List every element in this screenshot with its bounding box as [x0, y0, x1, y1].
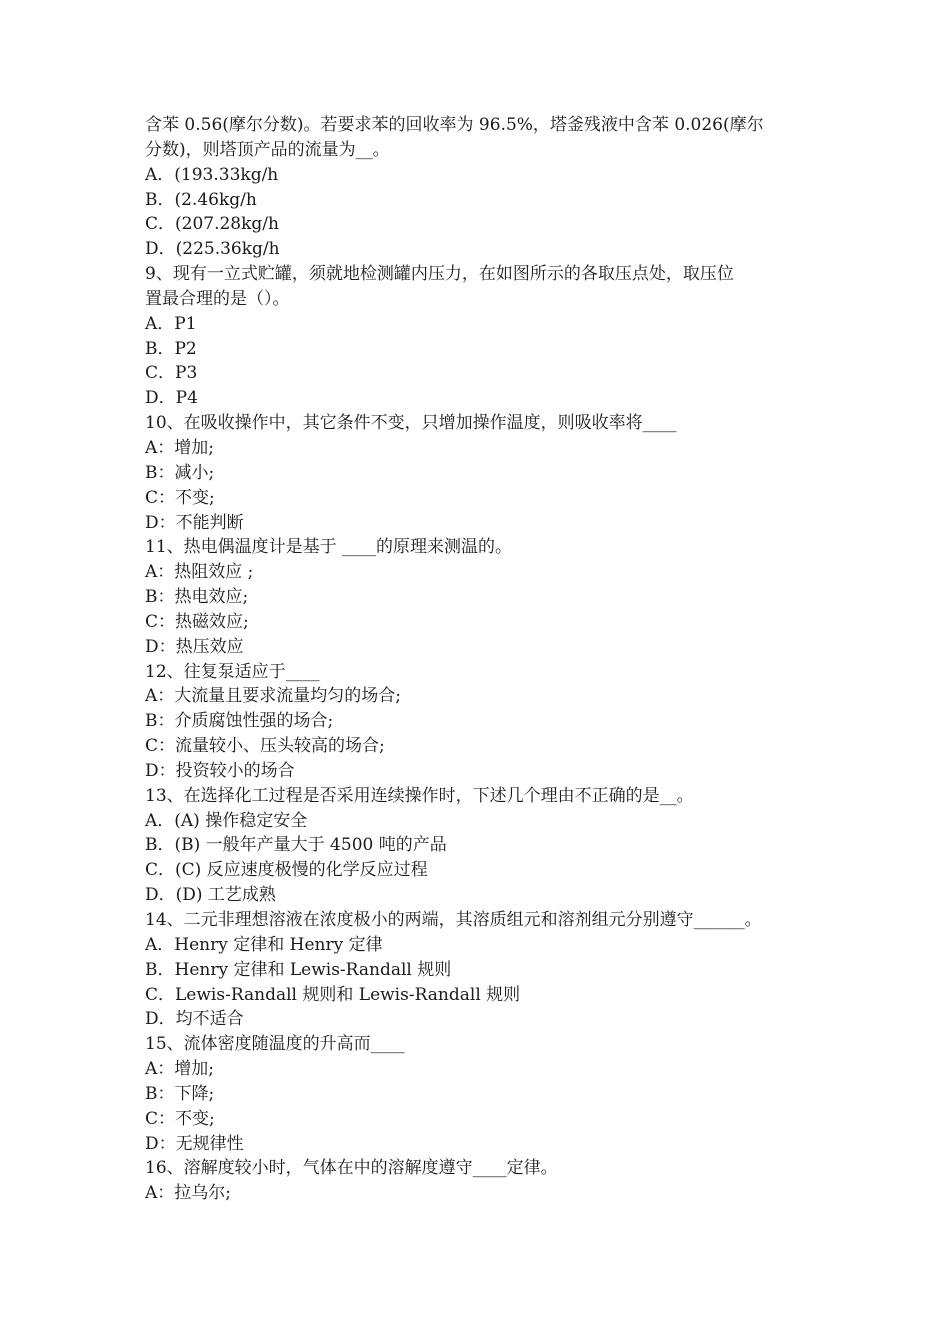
- document-body: [145, 113, 815, 1206]
- answer-option: D：投资较小的场合: [145, 760, 295, 781]
- answer-option: C：流量较小、压头较高的场合;: [145, 736, 385, 757]
- answer-option: D．(225.36kg/h: [145, 239, 280, 260]
- answer-option: B．Henry 定律和 Lewis-Randall 规则: [145, 959, 452, 980]
- answer-option: D．均不适合: [145, 1009, 244, 1030]
- question-text-line: 含苯 0.56(摩尔分数)。若要求苯的回收率为 96.5%，塔釜残液中含苯 0.026(摩尔: [145, 115, 764, 135]
- answer-option: B．P2: [145, 338, 197, 359]
- answer-option: B．(2.46kg/h: [145, 189, 257, 210]
- answer-option: B．(B) 一般年产量大于 4500 吨的产品: [145, 835, 447, 856]
- question-text-line: 分数)，则塔顶产品的流量为__。: [145, 139, 390, 160]
- answer-option: D．(D) 工艺成熟: [145, 885, 276, 906]
- answer-option: B：下降;: [145, 1083, 215, 1104]
- answer-option: B：热电效应;: [145, 587, 249, 608]
- question-11-text: 11、热电偶温度计是基于 ____的原理来测温的。: [145, 537, 513, 558]
- answer-option: A：热阻效应 ;: [145, 562, 254, 583]
- question-15-text: 15、流体密度随温度的升高而____: [145, 1034, 405, 1055]
- answer-option: A：大流量且要求流量均匀的场合;: [145, 686, 402, 707]
- question-12-text: 12、往复泵适应于____: [145, 661, 320, 682]
- answer-option: B：介质腐蚀性强的场合;: [145, 711, 334, 732]
- answer-option: C：不变;: [145, 487, 215, 508]
- answer-option: D．P4: [145, 388, 198, 409]
- answer-option: A．P1: [145, 313, 197, 334]
- question-13-text: 13、在选择化工过程是否采用连续操作时，下述几个理由不正确的是__。: [145, 785, 694, 806]
- answer-option: C：热磁效应;: [145, 611, 249, 632]
- question-14-text: 14、二元非理想溶液在浓度极小的两端，其溶质组元和溶剂组元分别遵守______。: [145, 910, 762, 930]
- question-9-text: 置最合理的是（）。: [145, 288, 290, 309]
- question-9-text: 9、现有一立式贮罐，须就地检测罐内压力，在如图所示的各取压点处，取压位: [145, 264, 734, 285]
- answer-option: D：热压效应: [145, 636, 244, 657]
- answer-option: A．(A) 操作稳定安全: [145, 810, 308, 831]
- answer-option: A．(193.33kg/h: [145, 164, 279, 185]
- answer-option: A：增加;: [145, 437, 215, 458]
- question-10-text: 10、在吸收操作中，其它条件不变，只增加操作温度，则吸收率将____: [145, 413, 677, 434]
- answer-option: C．(207.28kg/h: [145, 214, 279, 235]
- answer-option: C：不变;: [145, 1108, 215, 1129]
- answer-option: C．P3: [145, 363, 198, 384]
- question-16-text: 16、溶解度较小时，气体在中的溶解度遵守____定律。: [145, 1158, 558, 1179]
- answer-option: D：不能判断: [145, 512, 244, 533]
- answer-option: B：减小;: [145, 462, 215, 483]
- answer-option: A：拉乌尔;: [145, 1183, 232, 1204]
- answer-option: A：增加;: [145, 1059, 215, 1080]
- answer-option: C．Lewis-Randall 规则和 Lewis-Randall 规则: [145, 984, 521, 1005]
- answer-option: D：无规律性: [145, 1133, 244, 1154]
- answer-option: C．(C) 反应速度极慢的化学反应过程: [145, 860, 428, 881]
- answer-option: A．Henry 定律和 Henry 定律: [145, 934, 383, 955]
